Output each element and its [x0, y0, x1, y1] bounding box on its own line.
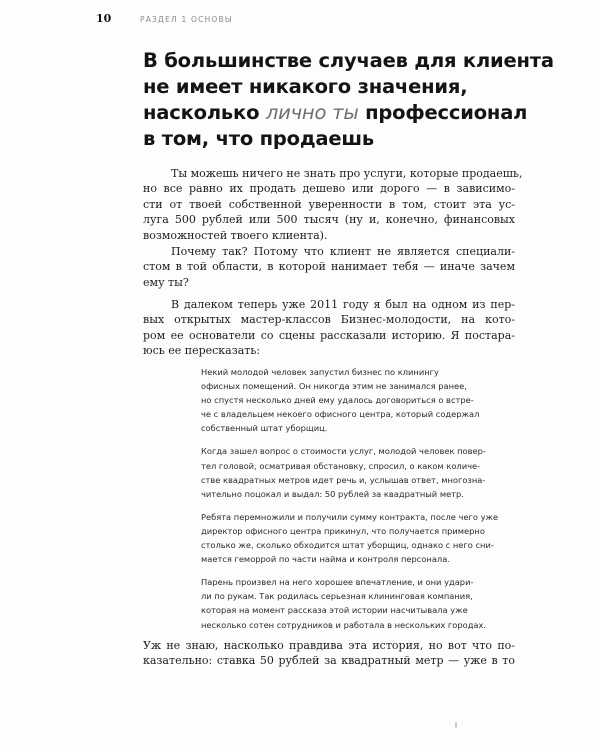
paragraph-line: вых открытых мастер-классов Бизнес-молодости, на кото-	[143, 313, 515, 327]
paragraph-line: ром ее основатели со сцены рассказали историю. Я постара-	[143, 328, 515, 342]
quote-line: Ребята перемножили и получили сумму контракта, после чего уже	[201, 511, 499, 522]
quote-line: ли по рукам. Так родилась серьезная клининговая компания,	[201, 591, 473, 602]
heading-emphasis: лично ты	[265, 101, 359, 124]
quote-line: чительно поцокал и выдал: 50 рублей за квадратный метр.	[201, 488, 464, 499]
quote-line: которая на момент рассказа этой истории насчитывала уже	[201, 605, 468, 616]
quote-line: офисных помещений. Он никогда этим не занимался ранее,	[201, 381, 467, 392]
quote-line: че с владельцем некоего офисного центра, который содержал	[201, 409, 480, 420]
paragraph-1	[143, 166, 523, 243]
heading-line-3-start: насколько	[143, 101, 266, 124]
heading-line-3	[143, 100, 583, 126]
quote-line: Парень произвел на него хорошее впечатление, и они удари-	[201, 577, 474, 588]
paragraph-line: В далеком теперь уже 2011 году я был на одном из пер-	[171, 298, 515, 311]
paragraph-line: возможностей твоего клиента).	[143, 228, 328, 242]
quote-line: директор офисного центра прикинул, что получается примерно	[201, 525, 485, 536]
paragraph-line: юсь ее пересказать:	[143, 344, 261, 358]
quote-line: мается геморрой по части найма и контроля персонала.	[201, 554, 450, 565]
quote-paragraph-4	[201, 575, 523, 631]
paragraph-2	[143, 244, 515, 290]
paragraph-line: но все равно их продать дешево или дорого — в зависимо-	[143, 182, 515, 196]
quote-line: тел головой, осматривая обстановку, спросил, о каком количе-	[201, 460, 481, 471]
quote-line: столько же, сколько обходится штат уборщиц, однако с него сни-	[201, 540, 494, 551]
quote-line: несколько сотен сотрудников и работала в нескольких городах.	[201, 619, 487, 630]
heading-line-3-end: профессионал	[358, 101, 528, 124]
paragraph-line: Уж не знаю, насколько правдива эта история, но вот что по-	[143, 639, 515, 652]
quote-line: Когда зашел вопрос о стоимости услуг, молодой человек повер-	[201, 446, 486, 457]
heading-line-4: в том, что продаешь	[143, 127, 375, 150]
quote-paragraph-2	[201, 444, 523, 500]
paragraph-line: сти от твоей собственной уверенности в том, стоит эта ус-	[143, 197, 515, 211]
paragraph-line: ему ты?	[143, 275, 189, 289]
print-mark	[455, 722, 457, 728]
paragraph-3	[143, 297, 515, 359]
quote-line: собственный штат уборщиц.	[201, 423, 328, 434]
page-number: 10	[96, 12, 112, 25]
quote-line: стве квадратных метров идет речь и, услышав ответ, многозна-	[201, 474, 486, 485]
section-label: РАЗДЕЛ 1 ОСНОВЫ	[140, 15, 233, 24]
story-quote	[201, 365, 523, 641]
paragraph-line: стом в той области, в которой нанимает тебя — иначе зачем	[143, 260, 515, 274]
paragraph-line: луга 500 рублей или 500 тысяч (ну и, конечно, финансовых	[143, 213, 515, 227]
quote-paragraph-1	[201, 365, 523, 435]
chapter-heading	[143, 48, 583, 152]
paragraph-line: казательно: ставка 50 рублей за квадратный метр — уже в то	[143, 654, 515, 668]
quote-line: но спустя несколько дней ему удалось договориться о встре-	[201, 395, 474, 406]
running-head	[96, 12, 233, 26]
paragraph-4	[143, 638, 515, 669]
quote-paragraph-3	[201, 510, 523, 566]
quote-line: Некий молодой человек запустил бизнес по клинингу	[201, 367, 439, 377]
paragraph-line: Почему так? Потому что клиент не является специали-	[171, 245, 515, 258]
heading-line-1: В большинстве случаев для клиента	[143, 49, 554, 72]
heading-line-2: не имеет никакого значения,	[143, 75, 468, 98]
paragraph-line: Ты можешь ничего не знать про услуги, которые продаешь,	[171, 167, 523, 180]
